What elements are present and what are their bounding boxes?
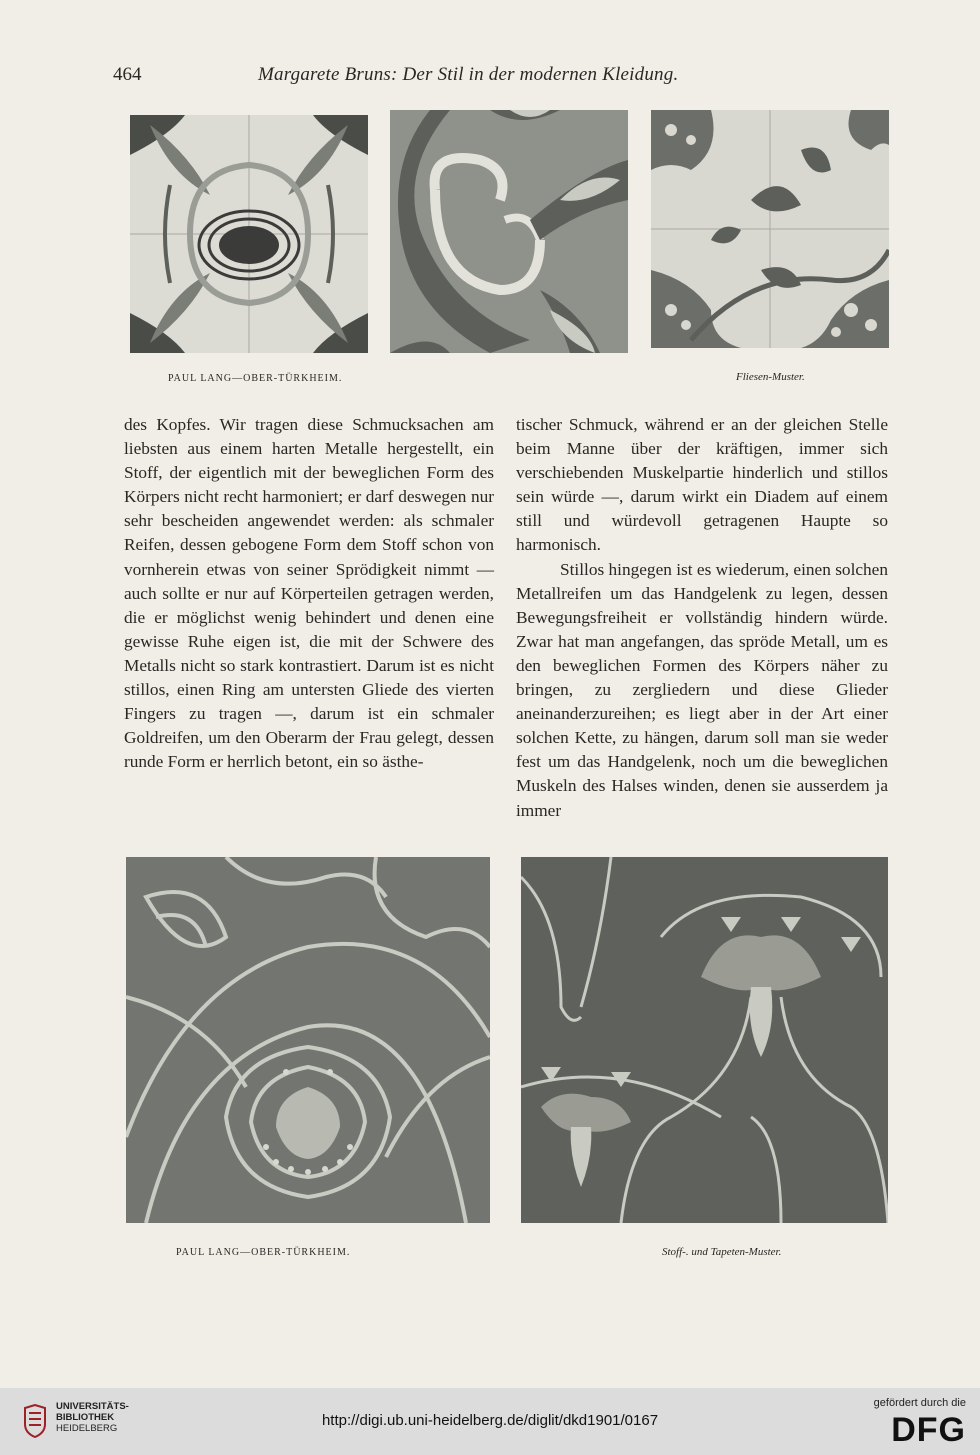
- tile-pattern-plate-2: [390, 110, 628, 353]
- bottom-caption-left: PAUL LANG—OBER-TÜRKHEIM.: [176, 1247, 351, 1258]
- text-column-right: [516, 413, 888, 823]
- running-title: Margarete Bruns: Der Stil in der modernen Kleidung.: [258, 64, 679, 85]
- permalink-url[interactable]: http://digi.ub.uni-heidelberg.de/diglit/dkd1901/0167: [321, 1412, 659, 1429]
- tile-pattern-1-drawing: [130, 115, 368, 353]
- top-caption-left: PAUL LANG—OBER-TÜRKHEIM.: [168, 373, 343, 384]
- top-caption-right: Fliesen-Muster.: [736, 371, 805, 383]
- footer-bar: [0, 1388, 980, 1455]
- page-number: 464: [113, 64, 142, 85]
- fabric-pattern-2-drawing: [521, 857, 888, 1223]
- paragraph: des Kopfes. Wir tragen diese Schmucksachen am liebsten aus einem harten Metalle hergestellt, ein Stoff, der eigentlich mit der beweglichen Form des Körpers nicht recht harmoniert; er darf deswegen nur sehr bescheiden angewendet werden: als schmaler Reifen, dessen gebogene Form dem Stoff schon von vornherein etwas von seiner Sprödigkeit nimmt — auch sollte er nur auf Körperteilen getragen werden, die er möglichst wenig behindert und denen eine gewisse Ruhe eigen ist, die mit der Schwere des Metalls nicht so stark kontrastiert. Darum ist es nicht stillos, einen Ring am untersten Gliede des vierten Fingers zu tragen —, darum ist ein schmaler Goldreifen, um den Oberarm der Frau gelegt, dessen runde Form er herrlich betont, ein so ästhe-: [124, 415, 494, 772]
- tile-pattern-3-drawing: [651, 110, 889, 348]
- paragraph: tischer Schmuck, während er an der gleichen Stelle beim Manne über der kräftigen, immer sich verschiebenden Muskelpartie hinderlich und stillos sein würde —, darum wirkt ein Diadem auf einem still und würdevoll getragenen Haupte so harmonisch.: [516, 415, 888, 555]
- fabric-pattern-plate-1: [126, 857, 490, 1223]
- text-column-left: [124, 413, 494, 774]
- fabric-pattern-1-drawing: [126, 857, 490, 1223]
- funded-by-label: gefördert durch die: [873, 1397, 966, 1409]
- paragraph: Stillos hingegen ist es wiederum, einen solchen Metallreifen um das Handgelenk zu legen, dessen Bewegungsfreiheit er vollständig hindern würde. Zwar hat man angefangen, das spröde Metall, um es den beweglichen Formen des Körpers näher zu bringen, zu zergliedern und diese Glieder aneinanderzureihen; es liegt aber in der Art einer solchen Kette, zu hängen, darum soll man sie weder fest um das Handgelenk, noch um die beweglichen Muskeln des Halses winden, denen sie ausserdem ja immer: [516, 559, 888, 820]
- fabric-pattern-plate-2: [521, 857, 888, 1223]
- dfg-logo: DFG: [891, 1411, 966, 1449]
- tile-pattern-plate-3: [651, 110, 889, 348]
- tile-pattern-2-drawing: [390, 110, 628, 353]
- tile-pattern-plate-1: [130, 115, 368, 353]
- institution-line: HEIDELBERG: [56, 1423, 118, 1434]
- institution-line: UNIVERSITÄTS-: [56, 1401, 129, 1412]
- institution-line: BIBLIOTHEK: [56, 1412, 115, 1423]
- page-header: [0, 64, 980, 94]
- bottom-caption-right: Stoff-. und Tapeten-Muster.: [662, 1246, 782, 1258]
